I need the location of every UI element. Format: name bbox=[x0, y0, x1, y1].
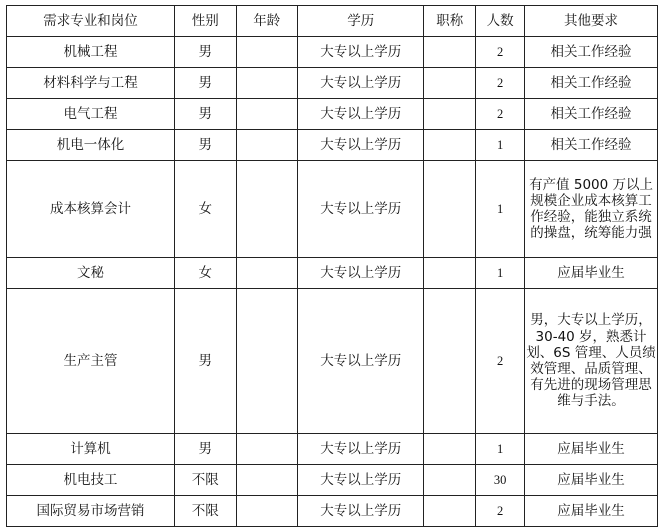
requirement-line: 的操盘，统筹能力强 bbox=[530, 225, 652, 242]
count-cell: 2 bbox=[476, 496, 525, 527]
count-cell: 30 bbox=[476, 465, 525, 496]
header-requirement: 其他要求 bbox=[525, 6, 658, 37]
education-cell: 大专以上学历 bbox=[298, 434, 424, 465]
title-cell bbox=[424, 130, 476, 161]
position-cell: 机械工程 bbox=[7, 37, 175, 68]
requirement-line: 30-40 岁，熟悉计 bbox=[535, 328, 647, 345]
gender-cell: 男 bbox=[175, 37, 236, 68]
gender-cell: 女 bbox=[175, 258, 236, 289]
title-cell bbox=[424, 37, 476, 68]
requirement-line: 作经验，能独立系统 bbox=[530, 209, 652, 225]
gender-cell: 男 bbox=[175, 434, 236, 465]
table-row bbox=[7, 99, 658, 130]
table-row bbox=[7, 161, 658, 258]
title-cell bbox=[424, 434, 476, 465]
requirement-cell bbox=[525, 130, 658, 161]
requirement-line: 男，大专以上学历， bbox=[530, 312, 652, 329]
age-cell bbox=[236, 465, 297, 496]
age-cell bbox=[236, 161, 297, 258]
requirement-line: 应届毕业生 bbox=[557, 264, 625, 281]
requirement-cell bbox=[525, 465, 658, 496]
recruitment-table bbox=[6, 5, 658, 527]
requirement-line: 相关工作经验 bbox=[550, 136, 632, 153]
header-age: 年龄 bbox=[236, 6, 297, 37]
requirement-line: 有产值 5000 万以上 bbox=[529, 176, 654, 193]
title-cell bbox=[424, 258, 476, 289]
gender-cell: 男 bbox=[175, 68, 236, 99]
header-education: 学历 bbox=[298, 6, 424, 37]
table-row bbox=[7, 258, 658, 289]
header-position: 需求专业和岗位 bbox=[7, 6, 175, 37]
table-row bbox=[7, 130, 658, 161]
title-cell bbox=[424, 465, 476, 496]
title-cell bbox=[424, 99, 476, 130]
education-cell: 大专以上学历 bbox=[298, 258, 424, 289]
requirement-cell bbox=[525, 434, 658, 465]
title-cell bbox=[424, 68, 476, 99]
gender-cell: 男 bbox=[175, 99, 236, 130]
position-cell: 计算机 bbox=[7, 434, 175, 465]
table-row bbox=[7, 434, 658, 465]
requirement-line: 相关工作经验 bbox=[550, 74, 632, 91]
requirement-cell bbox=[525, 37, 658, 68]
title-cell bbox=[424, 496, 476, 527]
header-row bbox=[7, 6, 658, 37]
requirement-cell bbox=[525, 161, 658, 258]
header-title: 职称 bbox=[424, 6, 476, 37]
requirement-cell bbox=[525, 68, 658, 99]
requirement-line: 有先进的现场管理思 bbox=[530, 377, 652, 394]
age-cell bbox=[236, 68, 297, 99]
gender-cell: 不限 bbox=[175, 496, 236, 527]
position-cell: 文秘 bbox=[7, 258, 175, 289]
position-cell: 成本核算会计 bbox=[7, 161, 175, 258]
education-cell: 大专以上学历 bbox=[298, 37, 424, 68]
title-cell bbox=[424, 161, 476, 258]
education-cell: 大专以上学历 bbox=[298, 161, 424, 258]
requirement-line: 相关工作经验 bbox=[550, 105, 632, 122]
count-cell: 1 bbox=[476, 161, 525, 258]
gender-cell: 女 bbox=[175, 161, 236, 258]
requirement-line: 划、6S 管理、人员绩 bbox=[526, 344, 656, 361]
age-cell bbox=[236, 130, 297, 161]
count-cell: 2 bbox=[476, 99, 525, 130]
count-cell: 1 bbox=[476, 434, 525, 465]
requirement-cell bbox=[525, 496, 658, 527]
age-cell bbox=[236, 258, 297, 289]
position-cell: 国际贸易市场营销 bbox=[7, 496, 175, 527]
requirement-line: 应届毕业生 bbox=[557, 440, 625, 457]
table-row bbox=[7, 37, 658, 68]
table-row bbox=[7, 289, 658, 434]
requirement-cell bbox=[525, 258, 658, 289]
education-cell: 大专以上学历 bbox=[298, 289, 424, 434]
age-cell bbox=[236, 434, 297, 465]
education-cell: 大专以上学历 bbox=[298, 130, 424, 161]
table-row bbox=[7, 496, 658, 527]
education-cell: 大专以上学历 bbox=[298, 496, 424, 527]
table-row bbox=[7, 68, 658, 99]
count-cell: 1 bbox=[476, 130, 525, 161]
header-gender: 性别 bbox=[175, 6, 236, 37]
position-cell: 机电技工 bbox=[7, 465, 175, 496]
requirement-line: 规模企业成本核算工 bbox=[530, 192, 652, 209]
gender-cell: 男 bbox=[175, 130, 236, 161]
age-cell bbox=[236, 99, 297, 130]
education-cell: 大专以上学历 bbox=[298, 68, 424, 99]
count-cell: 2 bbox=[476, 68, 525, 99]
gender-cell: 不限 bbox=[175, 465, 236, 496]
requirement-line: 应届毕业生 bbox=[557, 502, 625, 519]
position-cell: 电气工程 bbox=[7, 99, 175, 130]
table-row bbox=[7, 465, 658, 496]
count-cell: 1 bbox=[476, 258, 525, 289]
position-cell: 生产主管 bbox=[7, 289, 175, 434]
requirement-line: 效管理、品质管理、 bbox=[530, 361, 652, 377]
title-cell bbox=[424, 289, 476, 434]
requirement-line: 维与手法。 bbox=[557, 393, 625, 410]
position-cell: 材料科学与工程 bbox=[7, 68, 175, 99]
education-cell: 大专以上学历 bbox=[298, 465, 424, 496]
requirement-line: 相关工作经验 bbox=[550, 43, 632, 60]
header-count: 人数 bbox=[476, 6, 525, 37]
requirement-line: 应届毕业生 bbox=[557, 471, 625, 488]
count-cell: 2 bbox=[476, 37, 525, 68]
position-cell: 机电一体化 bbox=[7, 130, 175, 161]
education-cell: 大专以上学历 bbox=[298, 99, 424, 130]
count-cell: 2 bbox=[476, 289, 525, 434]
gender-cell: 男 bbox=[175, 289, 236, 434]
age-cell bbox=[236, 289, 297, 434]
requirement-cell bbox=[525, 289, 658, 434]
age-cell bbox=[236, 37, 297, 68]
age-cell bbox=[236, 496, 297, 527]
requirement-cell bbox=[525, 99, 658, 130]
